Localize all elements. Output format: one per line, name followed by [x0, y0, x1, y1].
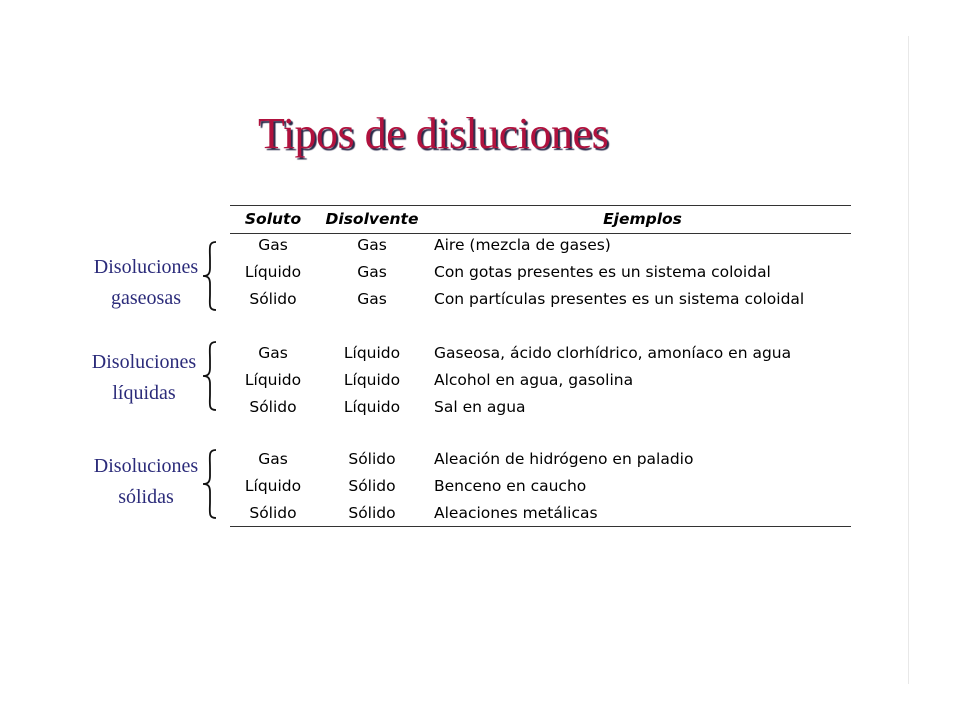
group-label-line2: sólidas [118, 486, 174, 508]
group-label-line1: Disoluciones [93, 256, 199, 278]
table-bottom-rule [230, 526, 851, 527]
page-title: Tipos de disluciones [258, 109, 609, 158]
curly-brace-icon [200, 240, 220, 312]
group-label-line1: Disoluciones [93, 455, 199, 477]
curly-brace-icon [200, 340, 220, 412]
cell-disolvente: Sólido [348, 450, 396, 468]
cell-disolvente: Sólido [348, 504, 396, 522]
cell-soluto: Líquido [244, 371, 302, 389]
group-label-line2: gaseosas [111, 287, 181, 309]
cell-ejemplo: Aire (mezcla de gases) [434, 236, 611, 254]
table-row [230, 286, 851, 313]
cell-disolvente: Gas [357, 236, 387, 254]
cell-ejemplo: Alcohol en agua, gasolina [434, 371, 634, 389]
header-ejemplos: Ejemplos [603, 210, 682, 228]
table-row [230, 394, 851, 421]
table-row [230, 259, 851, 286]
group-label-line2: líquidas [112, 382, 176, 404]
cell-soluto: Líquido [244, 263, 302, 281]
cell-soluto: Líquido [244, 477, 302, 495]
table-header-row [230, 206, 851, 233]
group-label-line1: Disoluciones [91, 351, 197, 373]
cell-ejemplo: Sal en agua [434, 398, 526, 416]
header-soluto: Soluto [244, 210, 302, 228]
group-label-liquidas [84, 347, 204, 409]
cell-soluto: Sólido [249, 398, 297, 416]
group-label-gaseosas [86, 252, 206, 314]
cell-disolvente: Líquido [343, 398, 401, 416]
cell-soluto: Sólido [249, 504, 297, 522]
cell-soluto: Gas [258, 236, 288, 254]
table-row [230, 500, 851, 527]
cell-disolvente: Gas [357, 263, 387, 281]
cell-disolvente: Sólido [348, 477, 396, 495]
page-edge-rule [908, 36, 909, 684]
cell-ejemplo: Con partículas presentes es un sistema coloidal [434, 290, 805, 308]
cell-disolvente: Líquido [343, 371, 401, 389]
cell-soluto: Sólido [249, 290, 297, 308]
table-row [230, 446, 851, 473]
cell-ejemplo: Con gotas presentes es un sistema coloidal [434, 263, 771, 281]
table-row [230, 473, 851, 500]
table-row [230, 367, 851, 394]
cell-disolvente: Gas [357, 290, 387, 308]
cell-ejemplo: Aleaciones metálicas [434, 504, 598, 522]
curly-brace-icon [200, 448, 220, 520]
cell-soluto: Gas [258, 450, 288, 468]
table-row [230, 232, 851, 259]
cell-soluto: Gas [258, 344, 288, 362]
table-row [230, 340, 851, 367]
cell-ejemplo: Aleación de hidrógeno en paladio [434, 450, 694, 468]
cell-ejemplo: Gaseosa, ácido clorhídrico, amoníaco en agua [434, 344, 792, 362]
group-label-solidas [86, 451, 206, 513]
cell-disolvente: Líquido [343, 344, 401, 362]
header-disolvente: Disolvente [325, 210, 419, 228]
cell-ejemplo: Benceno en caucho [434, 477, 587, 495]
